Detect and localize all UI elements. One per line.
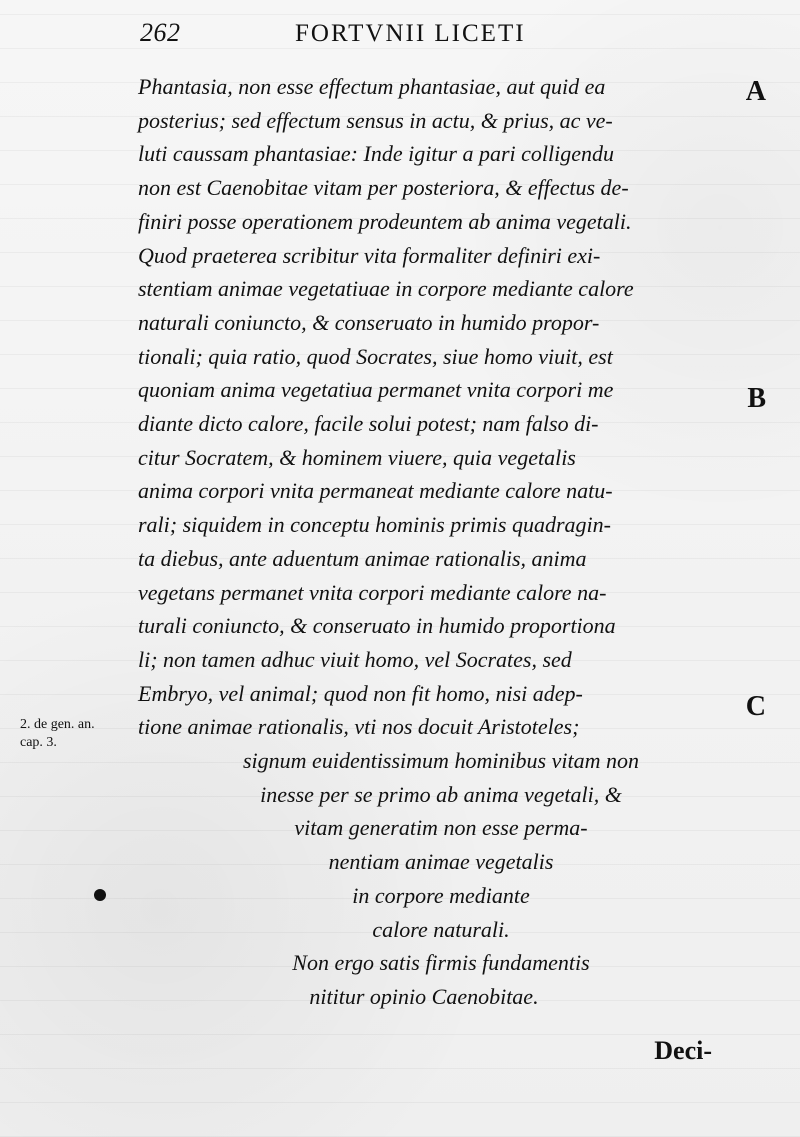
- text-line: posterius; sed effectum sensus in actu, & prius, ac ve-: [138, 107, 613, 133]
- text-line: finiri posse operationem prodeuntem ab anima vegetali.: [138, 208, 632, 234]
- catchword: Deci-: [654, 1036, 712, 1065]
- text-line: anima corpori vnita permaneat mediante calore natu-: [138, 478, 613, 504]
- text-line: signum euidentissimum hominibus vitam non: [243, 748, 639, 774]
- page-number: 262: [140, 18, 181, 47]
- marginal-citation: 2. de gen. an. cap. 3.: [20, 717, 95, 750]
- ink-dot: [94, 889, 106, 901]
- text-line: li; non tamen adhuc viuit homo, vel Socrates, sed: [138, 646, 572, 672]
- main-text-block: [138, 70, 744, 1014]
- text-line: rali; siquidem in conceptu hominis primis quadragin-: [138, 512, 611, 538]
- text-line: nentiam animae vegetalis: [328, 849, 554, 875]
- text-line: vegetans permanet vnita corpori mediante calore na-: [138, 579, 607, 605]
- text-line: inesse per se primo ab anima vegetali, &: [260, 781, 622, 807]
- text-line: stentiam animae vegetatiuae in corpore mediante calore: [138, 276, 634, 302]
- text-line: Phantasia, non esse effectum phantasiae, aut quid ea: [138, 74, 606, 99]
- text-line: turali coniuncto, & conseruato in humido proportiona: [138, 613, 616, 639]
- margin-letter-a: A: [745, 76, 766, 107]
- text-line: tione animae rationalis, vti nos docuit Aristoteles;: [138, 714, 580, 740]
- margin-letter-b: B: [747, 383, 766, 414]
- text-line: non est Caenobitae vitam per posteriora, & effectus de-: [138, 175, 629, 201]
- text-line: tionali; quia ratio, quod Socrates, siue homo viuit, est: [138, 343, 613, 369]
- text-line: Quod praeterea scribitur vita formaliter definiri exi-: [138, 242, 601, 268]
- text-line: luti caussam phantasiae: Inde igitur a pari colligendu: [138, 141, 615, 167]
- text-line: nititur opinio Caenobitae.: [309, 983, 539, 1009]
- text-line: naturali coniuncto, & conseruato in humido propor-: [138, 309, 600, 335]
- margin-letter-c: C: [745, 691, 766, 722]
- running-head: FORTVNII LICETI: [295, 20, 526, 47]
- text-line: Embryo, vel animal; quod non fit homo, nisi adep-: [138, 680, 583, 706]
- text-line: Non ergo satis firmis fundamentis: [292, 950, 590, 976]
- text-line: calore naturali.: [372, 916, 510, 942]
- text-line: quoniam anima vegetatiua permanet vnita corpori me: [138, 377, 614, 403]
- text-line: ta diebus, ante aduentum animae rationalis, anima: [138, 545, 587, 571]
- text-line: in corpore mediante: [352, 882, 530, 908]
- text-line: diante dicto calore, facile solui potest; nam falso di-: [138, 411, 599, 437]
- page-header: [140, 18, 600, 54]
- text-line: vitam generatim non esse perma-: [294, 815, 588, 841]
- text-line: citur Socratem, & hominem viuere, quia vegetalis: [138, 444, 576, 470]
